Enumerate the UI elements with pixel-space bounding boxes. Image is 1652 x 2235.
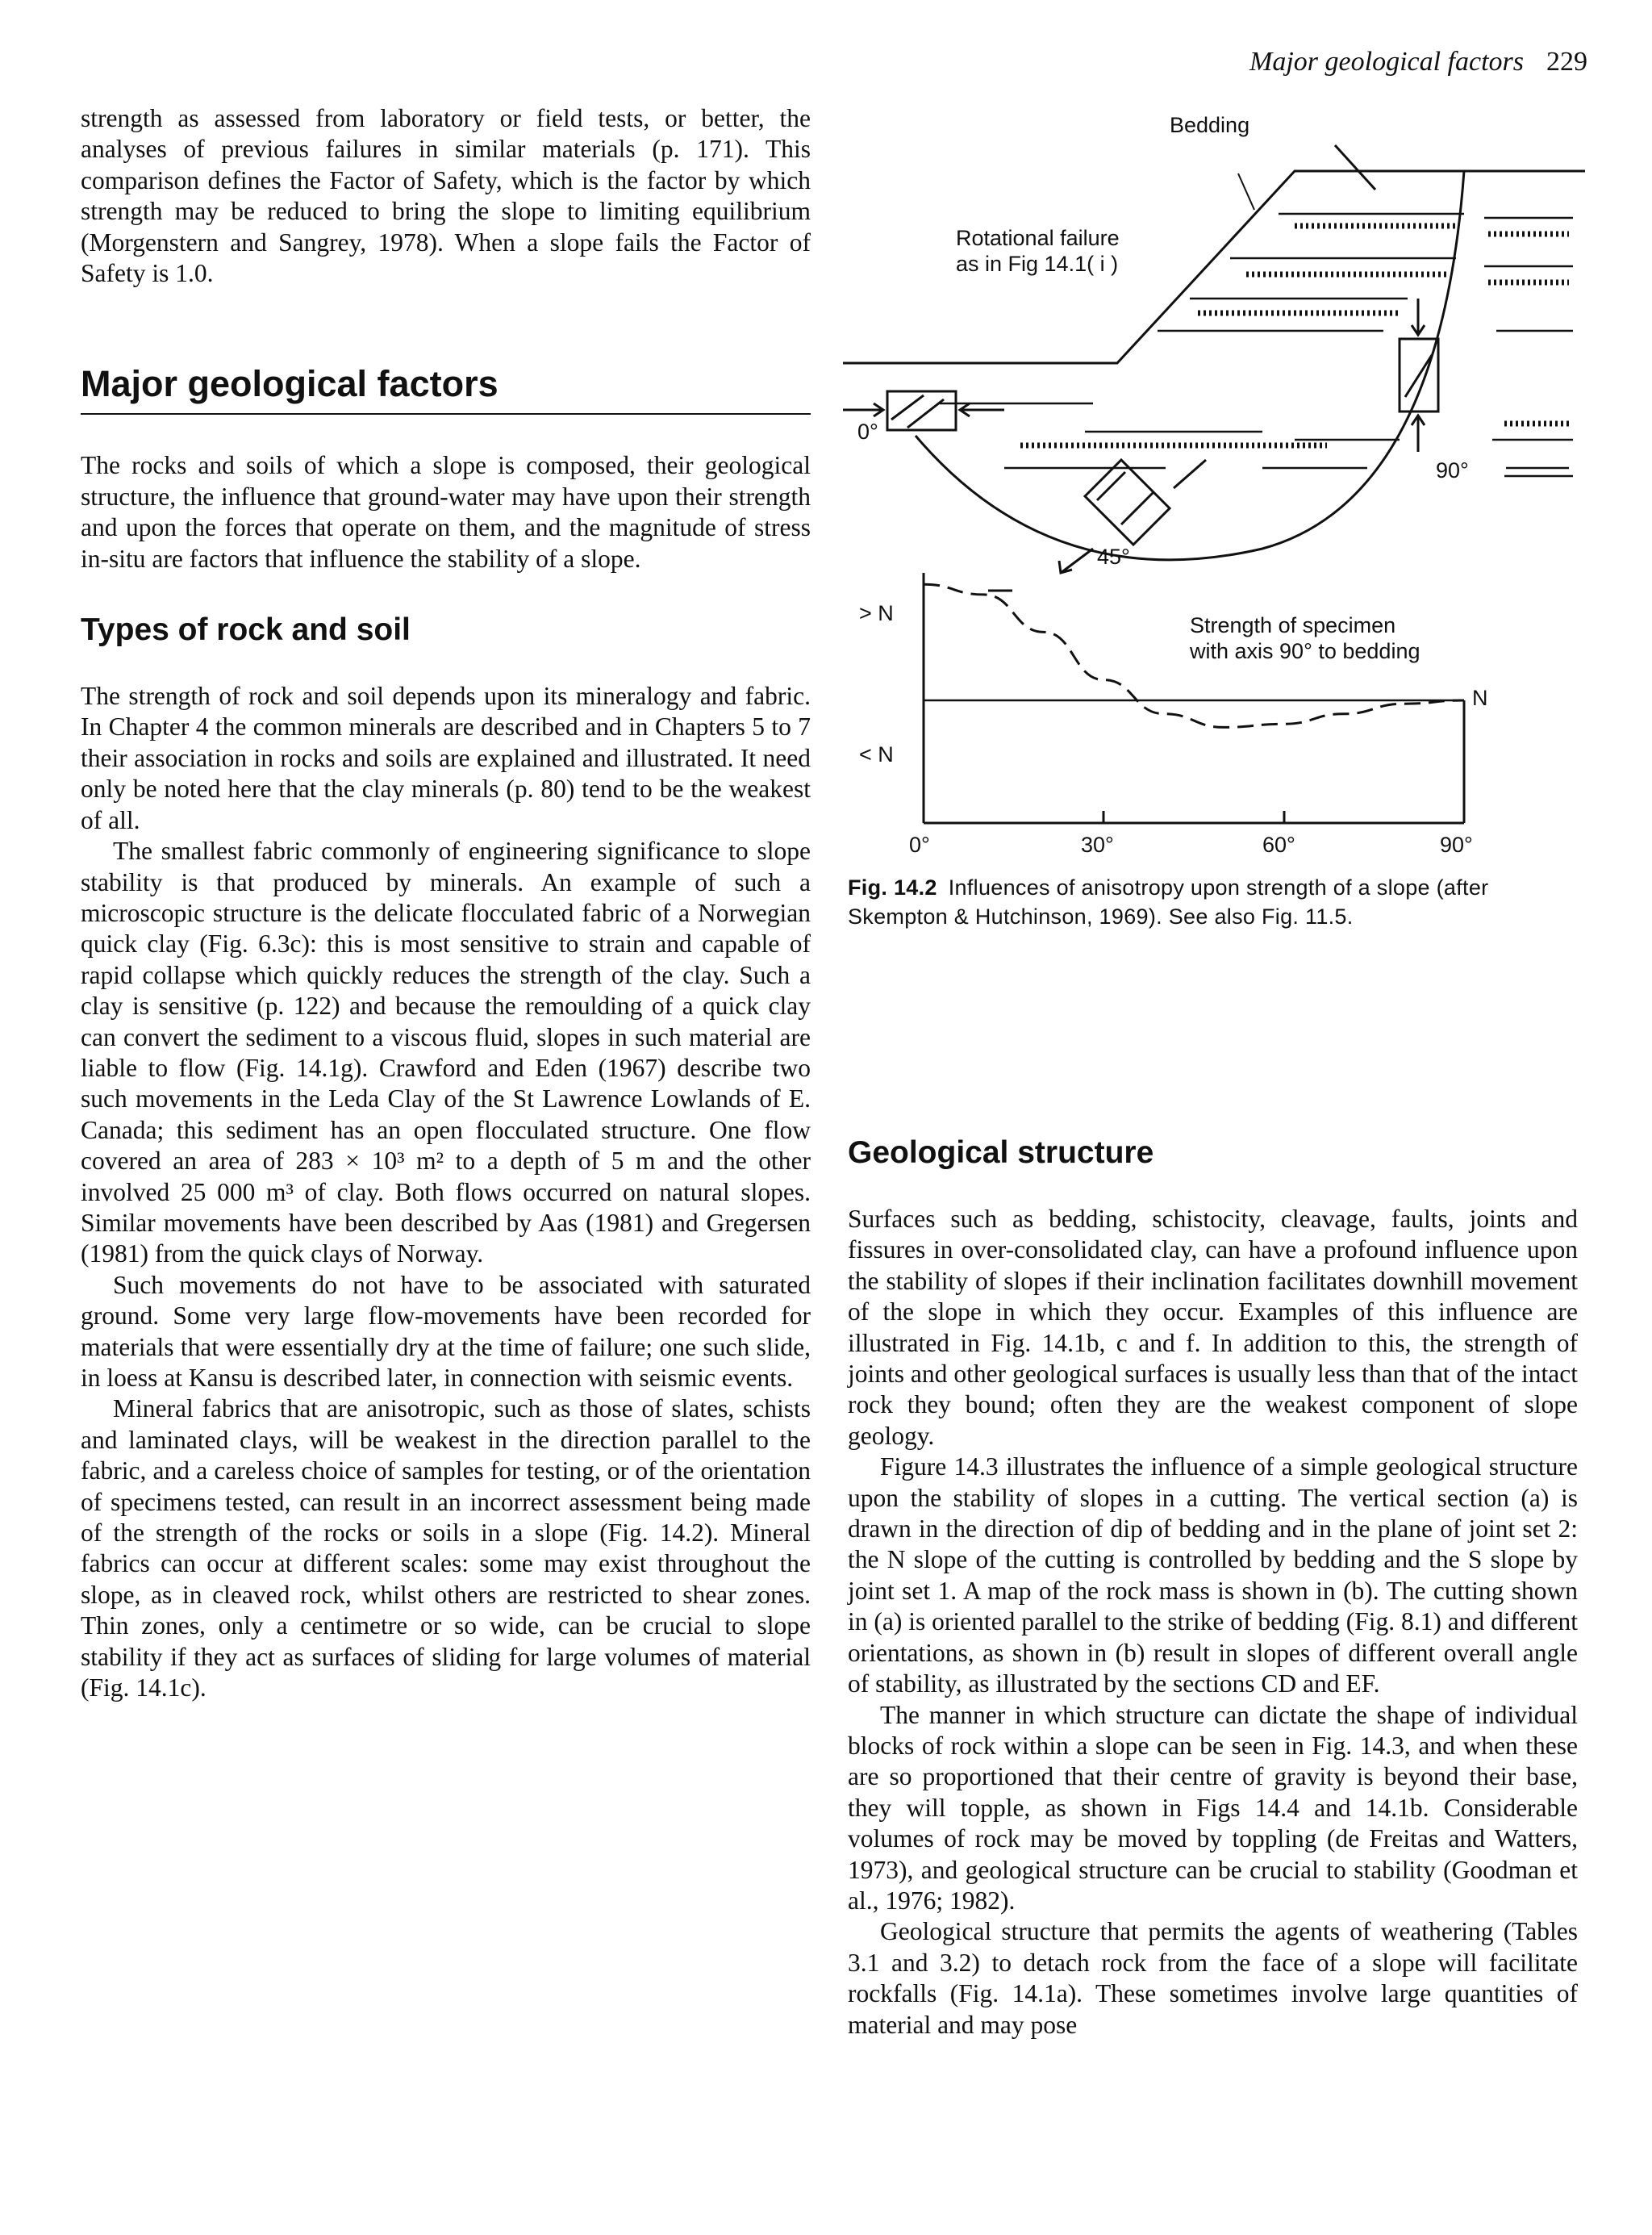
figure-14-2: [843, 97, 1585, 944]
chart-x-tick-label: 30°: [1081, 833, 1114, 857]
label-rotational-failure-1: Rotational failure: [956, 226, 1120, 250]
label-angle-0: 0°: [857, 420, 878, 444]
label-rotational-failure-2: as in Fig 14.1( i ): [956, 252, 1119, 276]
paragraph: Surfaces such as bedding, schistocity, cleavage, faults, joints and fissures in over-consolidated clay, can have a profound influence upon the stability of slopes if their inclination facilitates downhill movement of the slope in which they occur. Examples of this influence are illustrated in Fig. 14.1b, c and f. In addition to this, the strength of joints and other geological surfaces is usually less than that of the intact rock they bound; often they are the weakest component of slope geology.: [848, 1205, 1578, 1450]
figure-caption: [848, 873, 1574, 931]
rotational-leader: [1238, 173, 1254, 210]
intro-paragraph: strength as assessed from laboratory or field tests, or better, the analyses of previous failures in similar materials (p. 171). This comparison defines the Factor of Safety, which is the factor by which strength may be reduced to bring the slope to limiting equilibrium (Morgenstern and Sangrey, 1978). When a slope fails the Factor of Safety is 1.0.: [81, 104, 811, 288]
caption-figure-number: Fig. 14.2: [848, 875, 937, 900]
right-column: [848, 1134, 1578, 2041]
paragraph: Mineral fabrics that are anisotropic, such as those of slates, schists and laminated clays, will be weakest in the direction parallel to the fabric, and a careless choice of samples for testing, or of the orientation of specimens tested, can result in an incorrect assessment being made of the strength of the rocks or soils in a slope (Fig. 14.2). Mineral fabrics can occur at different scales: some may exist throughout the slope, as in cleaved rock, whilst others are restricted to shear zones. Thin zones, only a centimetre or so wide, can be crucial to slope stability if they act as surfaces of sliding for large volumes of material (Fig. 14.1c).: [81, 1394, 811, 1702]
chart-x-tick-label: 60°: [1262, 833, 1295, 857]
paragraph: The manner in which structure can dictate the shape of individual blocks of rock within a slope can be seen in Fig. 14.3, and when these are so proportioned that their centre of gravity is beyond their base, they will topple, as shown in Figs 14.4 and 14.1b. Considerable volumes of rock may be moved by toppling (de Freitas and Watters, 1973), and geological structure can be crucial to stability (Goodman et al., 1976; 1982).: [848, 1700, 1578, 1915]
label-angle-45: 45°: [1097, 545, 1130, 569]
specimen-45-deg: [1059, 460, 1206, 573]
chart-label-N: N: [1472, 686, 1488, 710]
chart-x-tick-label: 90°: [1440, 833, 1473, 857]
running-head: [1249, 47, 1587, 77]
section-heading-major-geological-factors: Major geological factors: [81, 363, 811, 415]
anisotropy-chart: [924, 573, 1464, 823]
label-bedding: Bedding: [1170, 113, 1250, 137]
paragraph: Geological structure that permits the agents of weathering (Tables 3.1 and 3.2) to detach rock from the face of a slope will facilitate rockfalls (Fig. 14.1a). These sometimes involve large quantities of material and may pose: [848, 1917, 1578, 2039]
label-strength-2: with axis 90° to bedding: [1190, 639, 1420, 663]
caption-text: Influences of anisotropy upon strength of a slope (after Skempton & Hutchinson, 1969). See also Fig. 11.5.: [848, 875, 1489, 929]
label-strength-1: Strength of specimen: [1190, 613, 1396, 637]
paragraph: The smallest fabric commonly of engineering significance to slope stability is that produced by minerals. An example of such a microscopic structure is the delicate flocculated fabric of a Norwegian quick clay (Fig. 6.3c): this is most sensitive to strain and capable of rapid collapse which quickly reduces the strength of the clay. Such a clay is sensitive (p. 122) and because the remoulding of a quick clay can convert the sediment to a viscous fluid, slopes in such material are liable to flow (Fig. 14.1g). Crawford and Eden (1967) describe two such movements in the Leda Clay of the St Lawrence Lowlands of E. Canada; this sediment has an open flocculated structure. One flow covered an area of 283 × 10³ m² to a depth of 5 m and the other involved 25 000 m³ of clay. Both flows occurred on natural slopes. Similar movements have been described by Aas (1981) and Gregersen (1981) from the quick clays of Norway.: [81, 837, 811, 1268]
ground-surface: [843, 171, 1456, 363]
chart-x-tick-label: 0°: [909, 833, 930, 857]
running-title: Major geological factors: [1249, 47, 1524, 77]
label-angle-90: 90°: [1436, 458, 1469, 483]
bedding-leader: [1335, 145, 1375, 190]
specimen-90-deg: [1400, 299, 1438, 452]
subheading-geological-structure: Geological structure: [848, 1135, 1154, 1170]
figure-drawing: [843, 97, 1585, 944]
chart-y-label-greater: > N: [859, 601, 894, 625]
paragraph: The strength of rock and soil depends upon its mineralogy and fabric. In Chapter 4 the common minerals are described and in Chapters 5 to 7 their association in rocks and soils are explained and illustrated. It need only be noted here that the clay minerals (p. 80) tend to be the weakest of all.: [81, 682, 811, 834]
paragraph: Figure 14.3 illustrates the influence of a simple geological structure upon the stability of slopes in a cutting. The vertical section (a) is drawn in the direction of dip of bedding and in the plane of joint set 2: the N slope of the cutting is controlled by bedding and the S slope by joint set 1. A map of the rock mass is shown in (b). The cutting shown in (a) is oriented parallel to the strike of bedding (Fig. 8.1) and different orientations, as shown in (b) result in slopes of different overall angle of stability, as illustrated by the sections CD and EF.: [848, 1452, 1578, 1698]
left-column: [81, 103, 811, 1703]
section-paragraph: The rocks and soils of which a slope is composed, their geological structure, the influence that ground-water may have upon their strength and upon the forces that operate on them, and the magnitude of stress in-situ are factors that influence the stability of a slope.: [81, 451, 811, 573]
paragraph: Such movements do not have to be associated with saturated ground. Some very large flow-movements have been recorded for materials that were essentially dry at the time of failure; one such slide, in loess at Kansu is described later, in connection with seismic events.: [81, 1270, 811, 1392]
subheading-types-of-rock-and-soil: Types of rock and soil: [81, 612, 411, 648]
page-number: 229: [1546, 47, 1587, 77]
chart-y-label-less: < N: [859, 742, 894, 767]
